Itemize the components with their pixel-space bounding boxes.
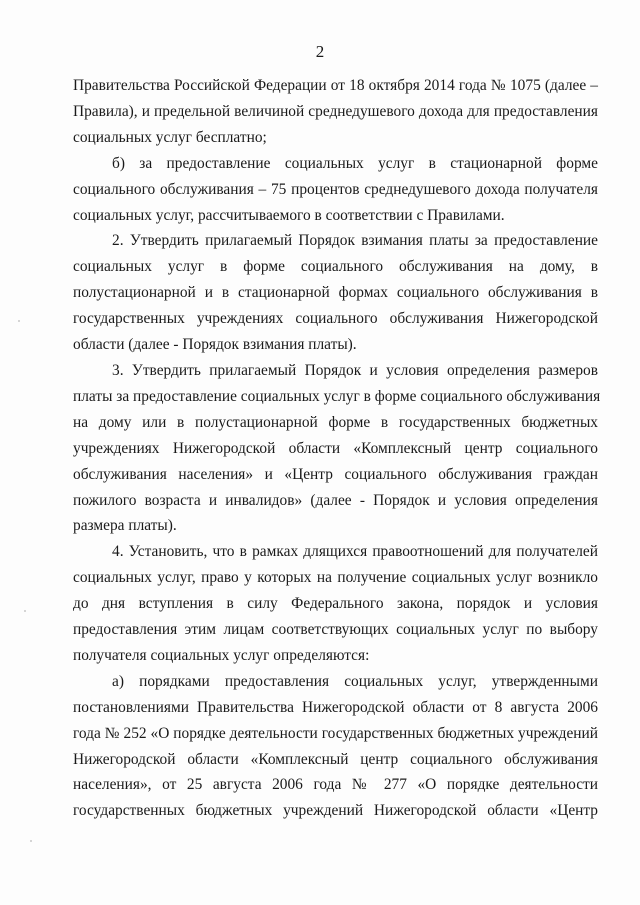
text-line: 2. Утвердить прилагаемый Порядок взимания платы за предоставление bbox=[112, 232, 598, 250]
text-line: получателя социальных услуг определяются: bbox=[73, 646, 370, 664]
paragraph-item-3 bbox=[73, 358, 601, 539]
text-line: социальных услуг, рассчитываемого в соответствии с Правилами. bbox=[73, 206, 505, 224]
text-line: области (далее - Порядок взимания платы). bbox=[73, 336, 357, 354]
paragraph-item-a bbox=[73, 669, 598, 824]
text-line: платы за предоставление социальных услуг в форме социального обслуживания bbox=[73, 387, 601, 405]
text-line: размера платы). bbox=[73, 517, 177, 535]
paragraph-continuation bbox=[73, 73, 598, 151]
text-line: 3. Утвердить прилагаемый Порядок и условия определения размеров bbox=[112, 361, 598, 379]
text-line: предоставления этим лицам соответствующих социальных услуг по выбору bbox=[73, 621, 598, 639]
text-line: социальных услуг бесплатно; bbox=[73, 128, 267, 146]
text-line: социальных услуг, право у которых на получение социальных услуг возникло bbox=[73, 569, 598, 587]
text-line: а) порядками предоставления социальных услуг, утвержденными bbox=[112, 672, 598, 690]
text-line: постановлениями Правительства Нижегородской области от 8 августа 2006 bbox=[73, 698, 598, 716]
text-line: б) за предоставление социальных услуг в стационарной форме bbox=[112, 154, 598, 172]
page-number: 2 bbox=[315, 42, 325, 61]
text-line: полустационарной и в стационарной формах социального обслуживания в bbox=[73, 284, 598, 302]
text-line: социальных услуг в форме социального обслуживания на дому, в bbox=[73, 258, 598, 276]
text-line: до дня вступления в силу Федерального закона, порядок и условия bbox=[73, 595, 598, 613]
text-line: государственных учреждениях социального обслуживания Нижегородской bbox=[73, 310, 598, 328]
text-line: социального обслуживания – 75 процентов среднедушевого дохода получателя bbox=[73, 180, 598, 198]
paragraph-item-b bbox=[73, 151, 598, 229]
scan-speck bbox=[24, 610, 26, 612]
text-line: учреждениях Нижегородской области «Комплексный центр социального bbox=[73, 439, 598, 457]
text-line: 4. Установить, что в рамках длящихся правоотношений для получателей bbox=[112, 543, 598, 561]
text-line: на дому или в полустационарной форме в государственных бюджетных bbox=[73, 413, 598, 431]
text-line: Правила), и предельной величиной среднедушевого дохода для предоставления bbox=[73, 102, 598, 120]
paragraph-item-2 bbox=[73, 228, 598, 358]
text-line: обслуживания населения» и «Центр социального обслуживания граждан bbox=[73, 465, 598, 483]
text-line: Нижегородской области «Комплексный центр социального обслуживания bbox=[73, 750, 598, 768]
text-line: года № 252 «О порядке деятельности государственных бюджетных учреждений bbox=[73, 724, 598, 742]
scan-speck bbox=[30, 840, 32, 842]
text-line: пожилого возраста и инвалидов» (далее - Порядок и условия определения bbox=[73, 491, 598, 509]
text-line: населения», от 25 августа 2006 года № 277 «О порядке деятельности bbox=[73, 776, 598, 794]
text-line: Правительства Российской Федерации от 18 октября 2014 года № 1075 (далее – bbox=[73, 77, 598, 94]
text-line: государственных бюджетных учреждений Нижегородской области «Центр bbox=[73, 802, 598, 820]
scan-speck bbox=[18, 320, 20, 322]
paragraph-item-4 bbox=[73, 539, 598, 669]
body-text bbox=[73, 73, 601, 824]
